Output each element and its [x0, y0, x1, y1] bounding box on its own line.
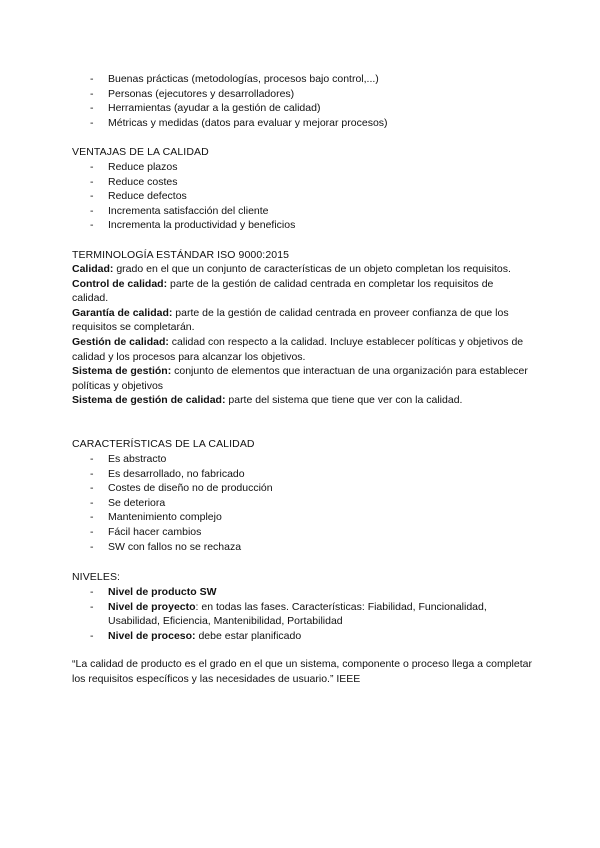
list-item: - Mantenimiento complejo [90, 511, 222, 524]
list-item: - Buenas prácticas (metodologías, procesos bajo control,...) [90, 73, 379, 85]
definition-gestion-calidad: Gestión de calidad: calidad con respecto a la calidad. Incluye establecer políticas y objetivos de calidad y los procesos para alcanzar los objetivos. [72, 335, 524, 363]
ventajas-heading: VENTAJAS DE LA CALIDAD [72, 146, 209, 158]
list-item: - Reduce costes [90, 175, 178, 188]
ventajas-list [90, 160, 530, 233]
caracteristicas-heading: CARACTERÍSTICAS DE LA CALIDAD [72, 438, 255, 450]
list-item: - Reduce plazos [90, 161, 178, 173]
caracteristicas-list [90, 452, 530, 554]
list-item: - Es abstracto [90, 453, 167, 465]
list-item: - SW con fallos no se rechaza [90, 540, 242, 553]
niveles-list [90, 585, 520, 643]
list-item: - Incrementa la productividad y beneficios [90, 219, 296, 232]
list-item: - Métricas y medidas (datos para evaluar y mejorar procesos) [90, 116, 388, 129]
list-item: - Incrementa satisfacción del cliente [90, 204, 269, 217]
ieee-quote: “La calidad de producto es el grado en el que un sistema, componente o proceso llega a completar los requisitos específicos y las necesidades de usuario.” IEEE [72, 658, 532, 685]
list-item: - Personas (ejecutores y desarrolladores) [90, 87, 295, 100]
definitions [72, 262, 532, 408]
intro-list [90, 72, 530, 130]
list-item: - Herramientas (ayudar a la gestión de calidad) [90, 102, 321, 115]
definition-sistema-gestion-calidad: Sistema de gestión de calidad: parte del sistema que tiene que ver con la calidad. [72, 394, 463, 407]
list-item: - Costes de diseño no de producción [90, 482, 273, 495]
definition-sistema-gestion: Sistema de gestión: conjunto de elementos que interactuan de una organización para establecer políticas y objetivos [72, 365, 528, 392]
definition-garantia-calidad: Garantía de calidad: parte de la gestión de calidad centrada en proveer confianza de que los requisitos se completarán. [72, 306, 509, 334]
list-item: - Nivel de proceso: debe estar planificado [90, 629, 302, 642]
list-item: - Reduce defectos [90, 190, 187, 203]
list-item: - Nivel de proyecto: en todas las fases. Características: Fiabilidad, Funcionalidad, Usabilidad, Eficiencia, Mantenibilidad, Portabilidad [90, 600, 487, 628]
list-item: - Es desarrollado, no fabricado [90, 467, 245, 480]
niveles-heading: NIVELES: [72, 571, 121, 583]
definition-calidad: Calidad: grado en el que un conjunto de características de un objeto completan los requisitos. [72, 263, 511, 275]
list-item: - Se deteriora [90, 496, 166, 509]
definition-control-calidad: Control de calidad: parte de la gestión de calidad centrada en completar los requisitos de calidad. [72, 277, 494, 305]
terminologia-heading: TERMINOLOGÍA ESTÁNDAR ISO 9000:2015 [72, 249, 290, 261]
list-item: - Fácil hacer cambios [90, 525, 202, 538]
list-item: - Nivel de producto SW [90, 586, 217, 598]
